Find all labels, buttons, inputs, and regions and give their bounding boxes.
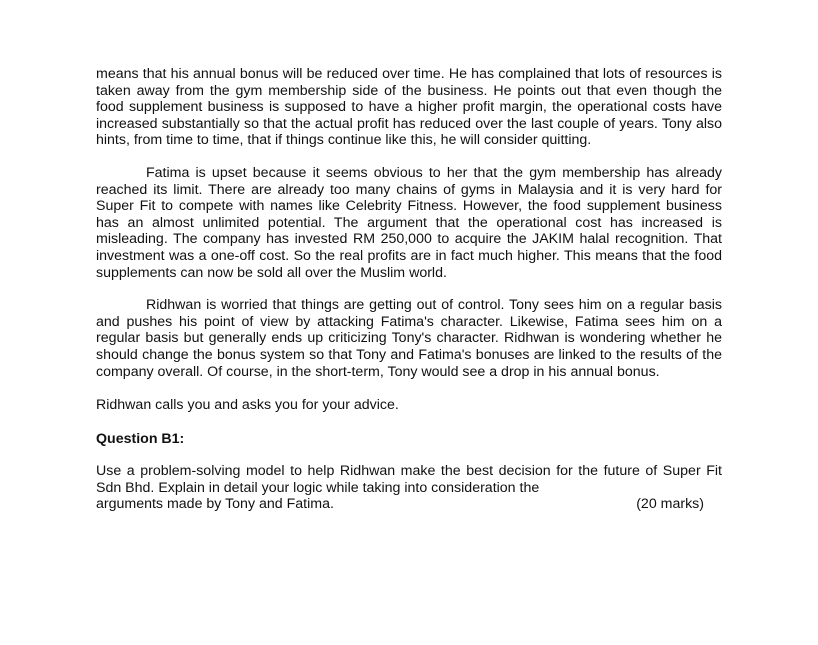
question-last-line: arguments made by Tony and Fatima. [96,496,334,513]
question-last-line-row [96,496,722,513]
marks-label: (20 marks) [636,496,704,513]
paragraph-advice: Ridhwan calls you and asks you for your advice. [96,397,399,414]
question-text: Use a problem-solving model to help Ridhwan make the best decision for the future of Super Fit Sdn Bhd. Explain in detail your logic while taking into consideration the [96,463,722,496]
paragraph-ridhwan: Ridhwan is worried that things are getting out of control. Tony sees him on a regular basis and pushes his point of view by attacking Fatima's character. Likewise, Fatima sees him on a regular basis but generally ends up criticizing Tony's character. Ridhwan is wondering whether he should change the bonus system so that Tony and Fatima's bonuses are linked to the results of the company overall. Of course, in the short-term, Tony would see a drop in his annual bonus. [96,297,722,380]
question-body [96,463,722,513]
paragraph-tony: means that his annual bonus will be reduced over time. He has complained that lots of resources is taken away from the gym membership side of the business. He points out that even though the food supplement business is supposed to have a higher profit margin, the operational costs have increased substantially so that the actual profit has reduced over the last couple of years. Tony also hints, from time to time, that if things continue like this, he will consider quitting. [96,66,722,149]
document-page [96,66,722,513]
question-heading: Question B1: [96,430,185,447]
paragraph-fatima: Fatima is upset because it seems obvious to her that the gym membership has already reached its limit. There are already too many chains of gyms in Malaysia and it is very hard for Super Fit to compete with names like Celebrity Fitness. However, the food supplement business has an almost unlimited potential. The argument that the operational cost has increased is misleading. The company has invested RM 250,000 to acquire the JAKIM halal recognition. That investment was a one-off cost. So the real profits are in fact much higher. This means that the food supplements can now be sold all over the Muslim world. [96,164,722,281]
